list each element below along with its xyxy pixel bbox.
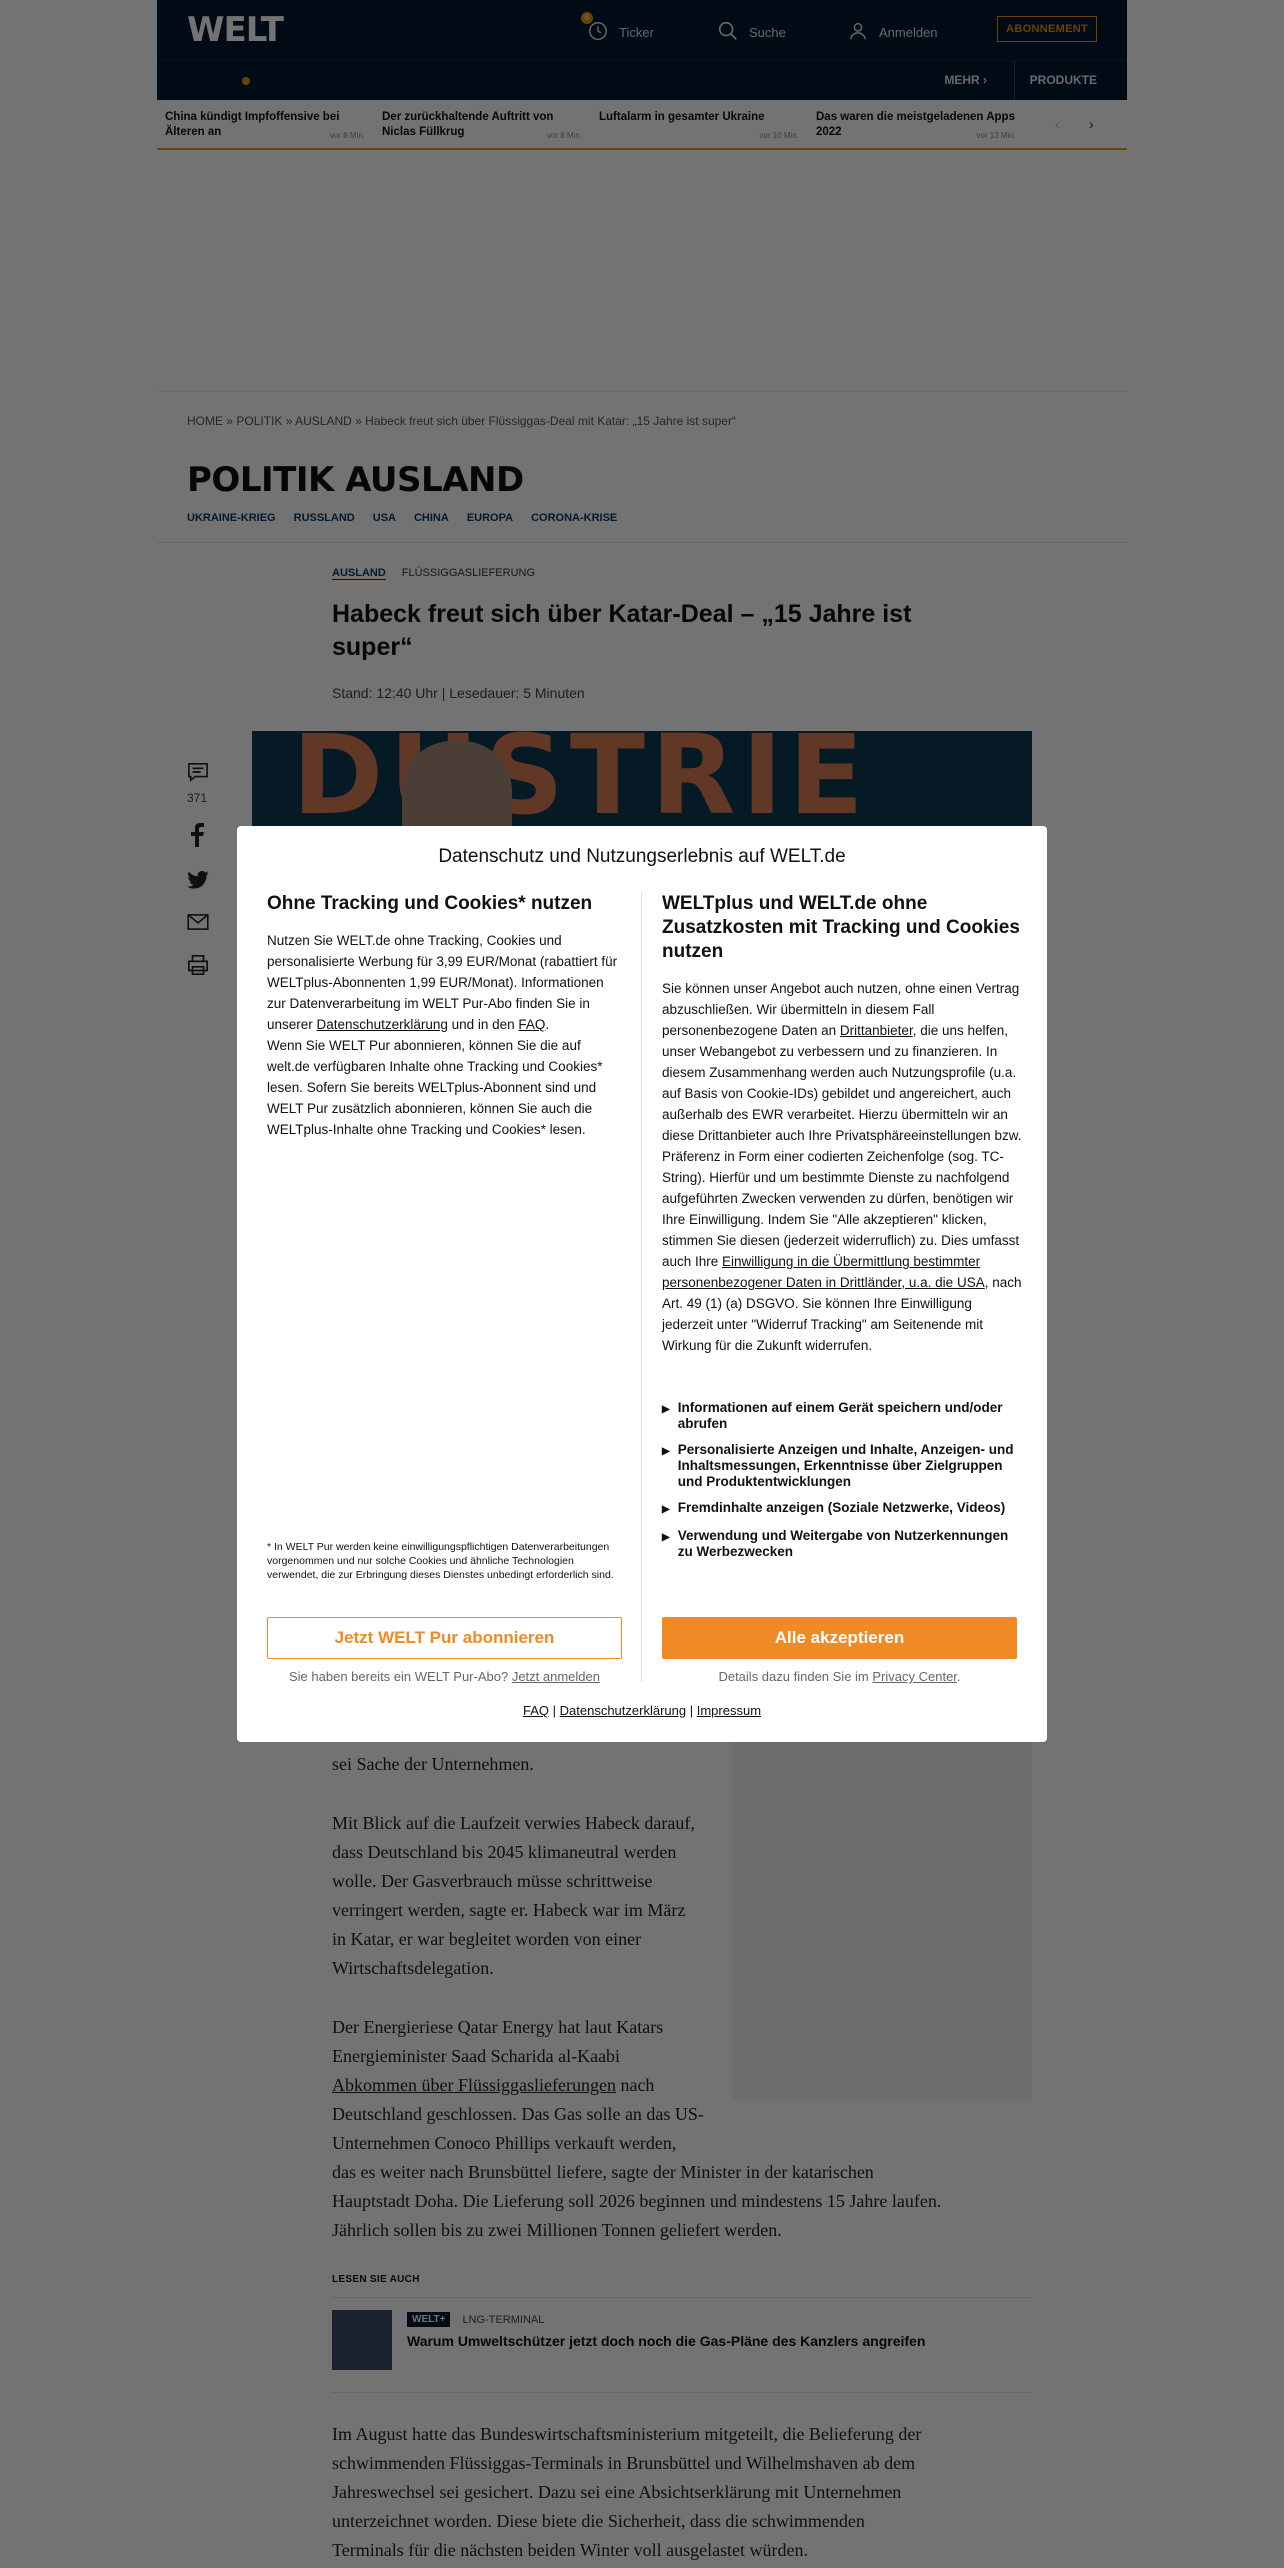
consent-left-text: Nutzen Sie WELT.de ohne Tracking, Cookies und personalisierte Werbung für 3,99 EUR/Monat (rabattiert für WELTplus-Abonnenten 1,99 EUR/Monat). Informationen zur Datenverarbeitung im WELT Pur-Abo finden Sie in unserer Datenschutzerklärung und in den FAQ. Wenn Sie WELT Pur abonnieren, können Sie die auf welt.de verfügbaren Inhalte ohne Tracking und Cookies* lesen. Sofern Sie bereits WELTplus-Abonnent sind und WELT Pur zusätzlich abonnieren, können Sie auch die WELTplus-Inhalte ohne Tracking und Cookies* lesen. (267, 933, 618, 1137)
consent-dialog (237, 826, 1047, 1742)
consent-title: Datenschutz und Nutzungserlebnis auf WELT.de (438, 846, 846, 867)
triangle-right-icon: ▶ (662, 1504, 670, 1515)
accept-all-button[interactable]: Alle akzeptieren (662, 1617, 1017, 1659)
login-note: Sie haben bereits ein WELT Pur-Abo? Jetzt anmelden (289, 1669, 600, 1684)
footer-faq-link[interactable]: FAQ (522, 1703, 549, 1718)
purpose-item[interactable]: ▶ Fremdinhalte anzeigen (Soziale Netzwerke, Videos) (662, 1500, 1022, 1518)
purpose-item[interactable]: ▶ Informationen auf einem Gerät speichern und/oder abrufen (662, 1400, 1003, 1431)
purpose-item[interactable]: ▶ Verwendung und Weitergabe von Nutzerkennungen zu Werbezwecken (662, 1528, 1009, 1559)
consent-footnote: * In WELT Pur werden keine einwilligungspflichtigen Datenverarbeitungen vorgenommen und nur solche Cookies und ähnliche Technologien verwendet, die zur Erbringung dieses Dienstes unbedingt erforderlich sind. (267, 1541, 614, 1581)
consent-right-column (662, 892, 1022, 1356)
consent-right-heading: WELTplus und WELT.de ohne Zusatzkosten mit Tracking und Cookies nutzen (662, 893, 1020, 962)
triangle-right-icon: ▶ (662, 1404, 670, 1415)
consent-left-column (267, 892, 622, 1140)
drittanbieter-link[interactable]: Drittanbieter (839, 1023, 913, 1038)
triangle-right-icon: ▶ (662, 1532, 670, 1543)
consent-purposes (662, 1400, 1022, 1570)
privacy-center-note: Details dazu finden Sie im Privacy Center. (718, 1669, 961, 1684)
faq-link[interactable]: FAQ (518, 1017, 546, 1032)
triangle-right-icon: ▶ (662, 1446, 670, 1457)
purpose-item[interactable]: ▶ Personalisierte Anzeigen und Inhalte, Anzeigen- und Inhaltsmessungen, Erkenntnisse über Zielgruppen und Produktentwicklungen (662, 1442, 1014, 1489)
consent-footer-links: FAQ | Datenschutzerklärung | Impressum (522, 1703, 762, 1718)
privacy-center-link[interactable]: Privacy Center (872, 1669, 957, 1684)
third-country-consent-link[interactable]: Einwilligung in die Übermittlung bestimmter personenbezogener Daten in Drittländer, u.a. die USA (662, 1254, 985, 1290)
consent-right-text: Sie können unser Angebot auch nutzen, ohne einen Vertrag abzuschließen. Wir übermitteln in diesem Fall personenbezogene Daten an Drittanbieter, die uns helfen, unser Webangebot zu verbessern und zu finanzieren. In diesem Zusammenhang werden auch Nutzungsprofile (u.a. auf Basis von Cookie-IDs) gebildet und angereichert, auch außerhalb des EWR verarbeitet. Hierzu übermitteln wir an diese Drittanbieter auch Ihre Privatsphäreeinstellungen bzw. Präferenz in Form einer codierten Zeichenfolge (sog. TC-String). Hierfür und um bestimmte Dienste zu nachfolgend aufgeführten Zwecken verwenden zu dürfen, benötigen wir Ihre Einwilligung. Indem Sie "Alle akzeptieren" klicken, stimmen Sie diesen (jederzeit widerruflich) zu. Dies umfasst auch Ihre Einwilligung in die Übermittlung bestimmter personenbezogener Daten in Drittländer, u.a. die USA, nach Art. 49 (1) (a) DSGVO. Sie können Ihre Einwilligung jederzeit unter "Widerruf Tracking" am Seitenende mit Wirkung für die Zukunft widerrufen. (662, 981, 1022, 1353)
privacy-policy-link[interactable]: Datenschutzerklärung (316, 1017, 448, 1032)
consent-divider (641, 892, 642, 1682)
footer-privacy-link[interactable]: Datenschutzerklärung (559, 1703, 687, 1718)
footer-impressum-link[interactable]: Impressum (696, 1703, 762, 1718)
login-link[interactable]: Jetzt anmelden (511, 1669, 600, 1684)
consent-left-heading: Ohne Tracking und Cookies* nutzen (267, 893, 593, 914)
subscribe-welt-pur-button[interactable]: Jetzt WELT Pur abonnieren (267, 1617, 622, 1659)
